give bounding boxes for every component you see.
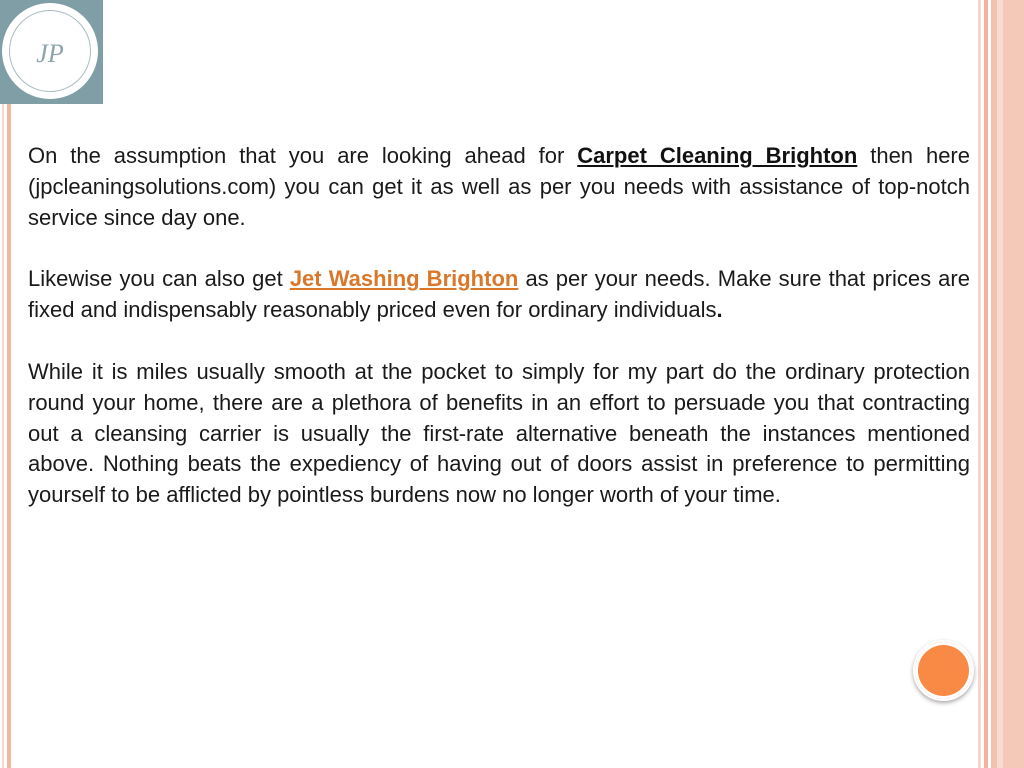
paragraph-carpet: [28, 141, 970, 233]
paragraph-jet-washing: [28, 264, 970, 326]
right-stripe-5: [1003, 0, 1024, 768]
left-decor-stripe-light: [2, 104, 4, 768]
main-content: [28, 141, 970, 542]
paragraph-text: as per your needs. Make sure that prices are fixed and indispensably reasonably priced even for ordinary individuals: [28, 266, 970, 323]
logo-circle: [2, 3, 98, 99]
paragraph-text: Likewise you can also get: [28, 266, 290, 292]
right-stripe-2: [984, 0, 988, 768]
paragraph-text: While it is miles usually smooth at the pocket to simply for my part do the ordinary protection round your home, there are a plethora of benefits in an effort to persuade you that contracting out a cleansing carrier is usually the first-rate alternative beneath the instances mentioned above. Nothing beats the expediency of having out of doors assist in preference to permitting yourself to be afflicted by pointless burdens now no longer worth of your time.: [28, 358, 970, 508]
paragraph-end-period: .: [716, 297, 723, 323]
right-decor-stripes: [978, 0, 1024, 768]
logo-text: JP: [36, 39, 64, 68]
orange-circle-decoration: [913, 640, 974, 701]
jet-washing-link[interactable]: Jet Washing Brighton: [289, 266, 519, 292]
left-decor-stripe: [7, 104, 11, 768]
carpet-cleaning-link[interactable]: Carpet Cleaning Brighton: [577, 143, 858, 168]
right-stripe-1: [978, 0, 981, 768]
paragraph-text: then here (jpcleaningsolutions.com) you can get it as well as per you needs with assistance of top-notch service since day one.: [28, 143, 970, 230]
logo: [0, 0, 103, 104]
paragraph-text: On the assumption that you are looking ahead for: [28, 143, 578, 168]
paragraph-benefits: [28, 357, 970, 511]
